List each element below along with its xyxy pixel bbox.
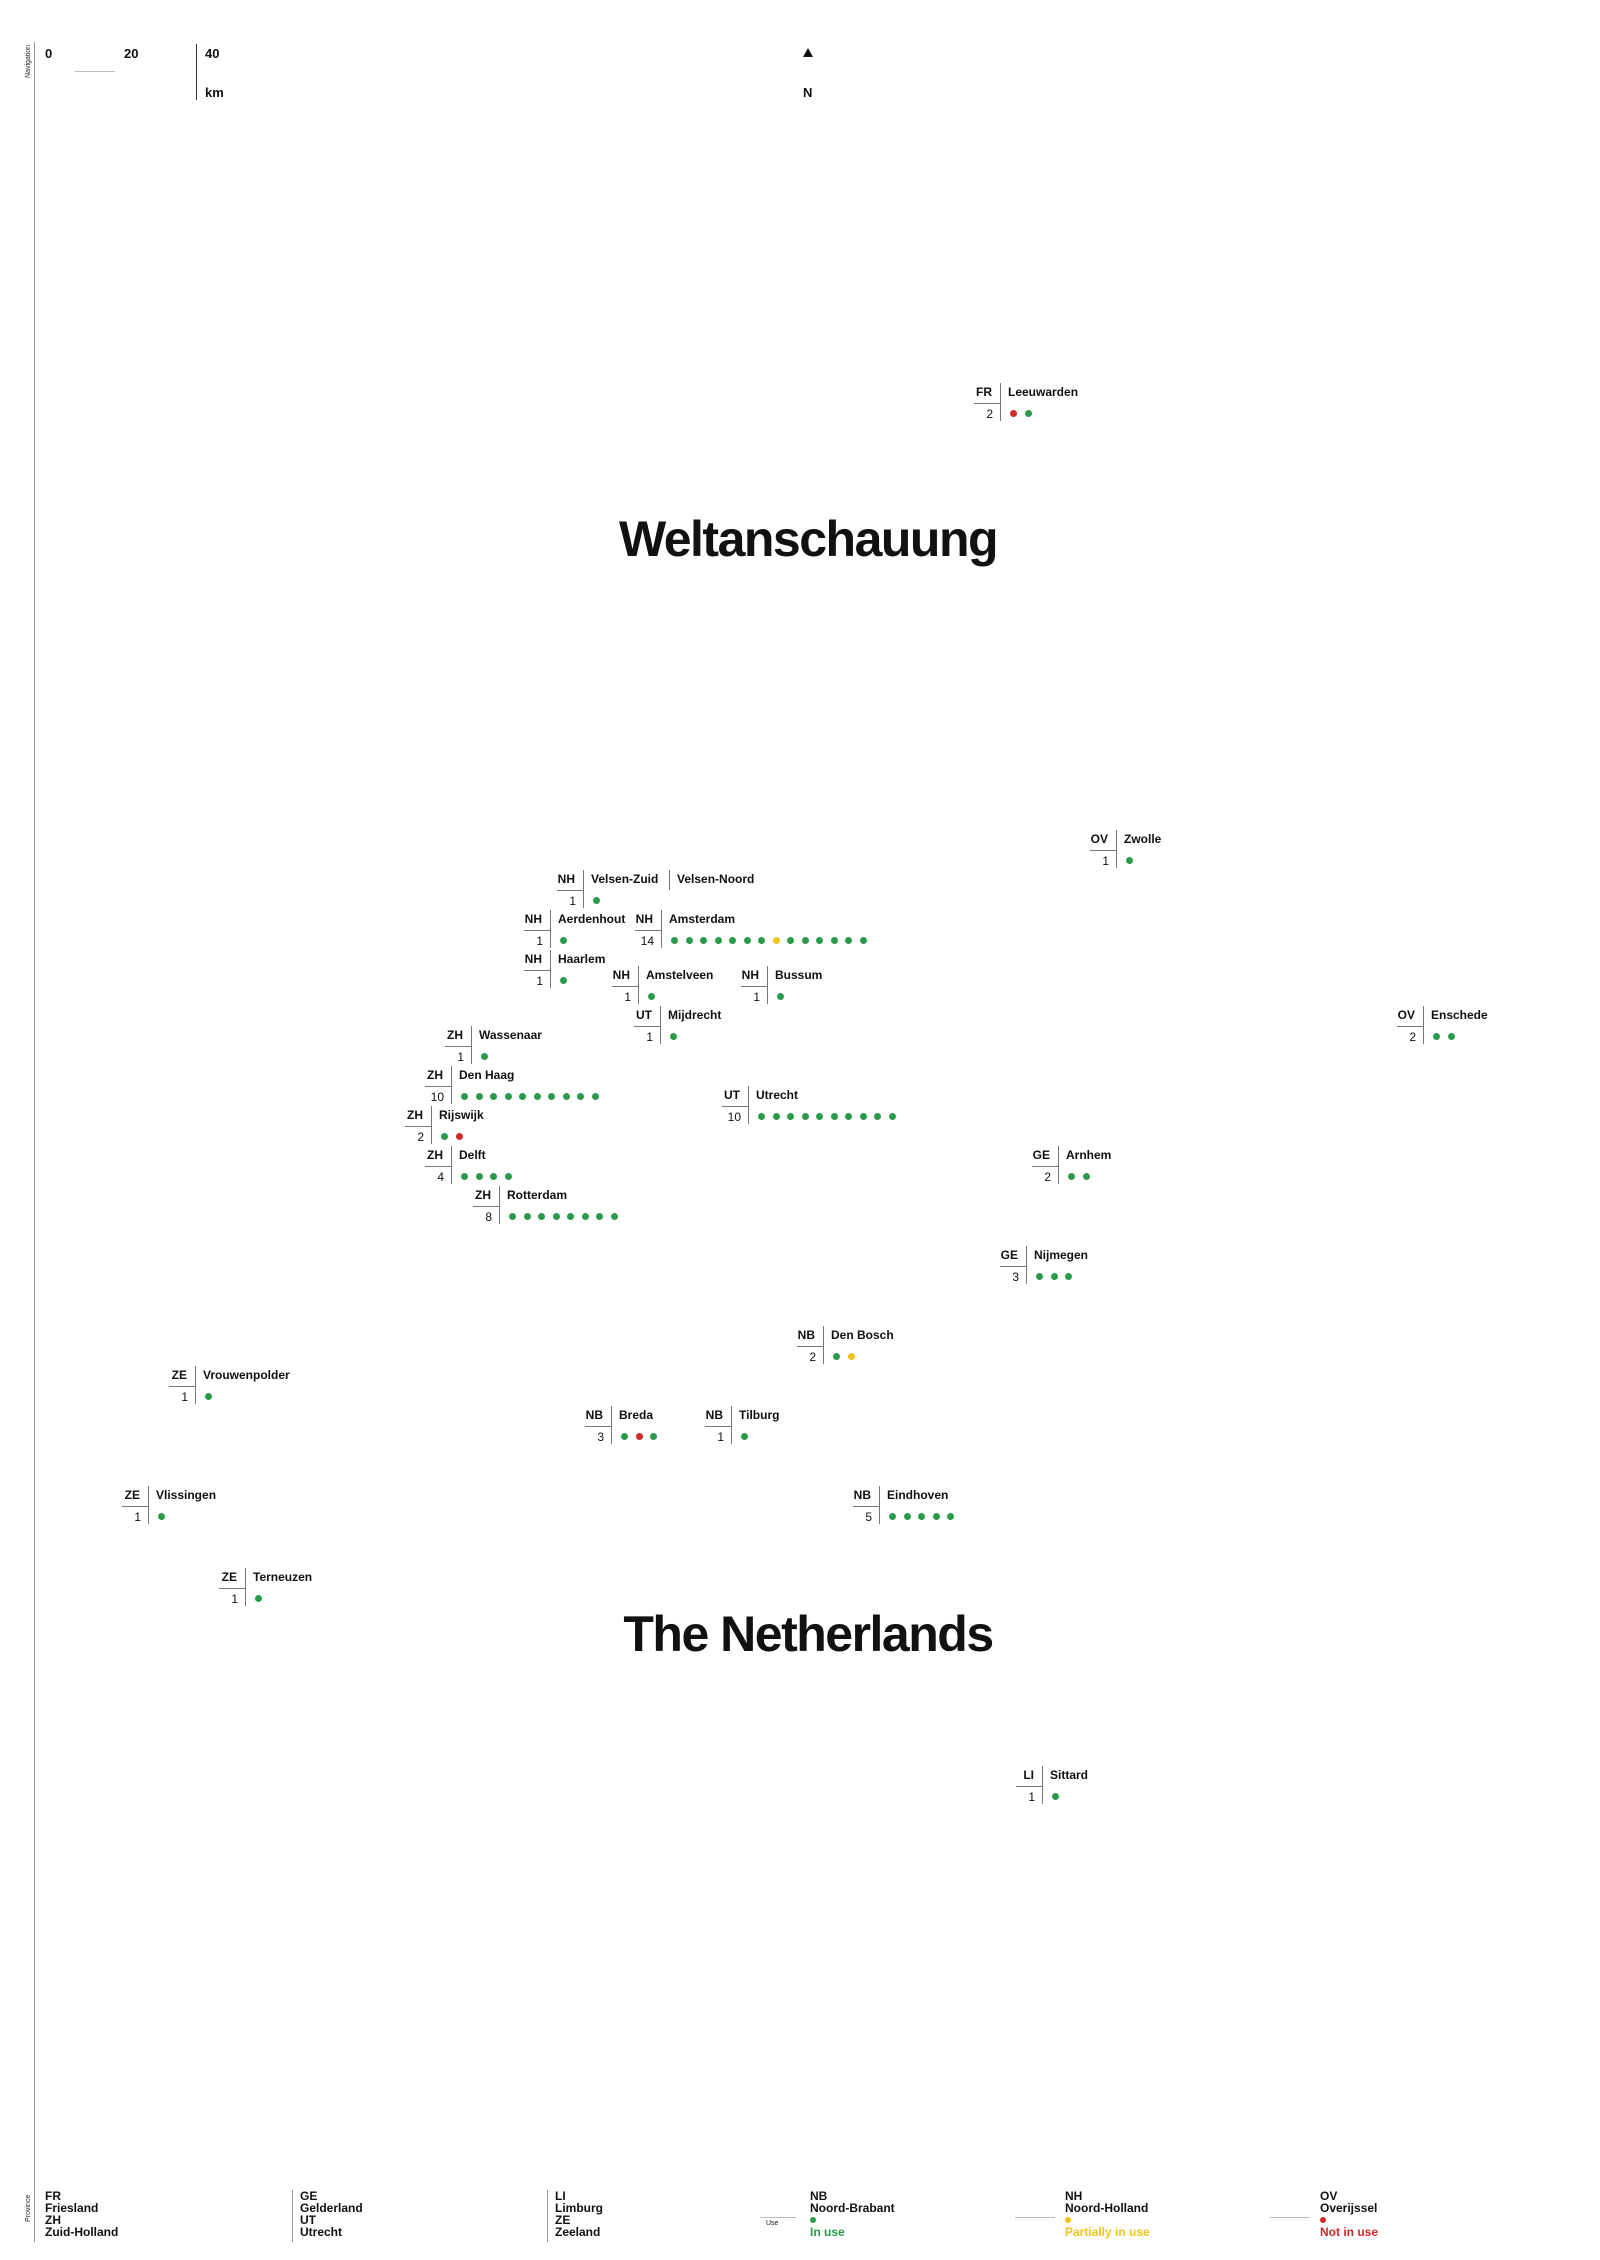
legend-province-code: GE	[300, 2189, 318, 2203]
location-count: 3	[1012, 1270, 1019, 1284]
marker-underline	[219, 1588, 245, 1589]
marker-underline	[1032, 1166, 1058, 1167]
province-code: NH	[524, 912, 542, 926]
location-count: 1	[1102, 854, 1109, 868]
province-code: UT	[724, 1088, 740, 1102]
province-code: NB	[705, 1408, 723, 1422]
status-dots	[1010, 410, 1032, 417]
in-use-dot-icon	[505, 1093, 512, 1100]
partial-dot-icon	[773, 937, 780, 944]
city-name: Breda	[619, 1408, 654, 1422]
legend-province-name: Gelderland	[300, 2201, 363, 2215]
location-count: 1	[536, 934, 543, 948]
province-code: GE	[1032, 1148, 1050, 1162]
not-in-use-dot-icon	[1320, 2217, 1326, 2223]
status-dots	[205, 1393, 212, 1400]
city-name: Leeuwarden	[1008, 385, 1079, 399]
marker-underline	[1090, 850, 1116, 851]
legend-province-code: ZH	[45, 2213, 61, 2227]
in-use-dot-icon	[787, 1113, 794, 1120]
location-count: 4	[437, 1170, 444, 1184]
in-use-dot-icon	[758, 937, 765, 944]
location-count: 5	[865, 1510, 872, 1524]
marker-underline	[524, 970, 550, 971]
legend-province-code: UT	[300, 2213, 316, 2227]
city-name: Aerdenhout	[558, 912, 626, 926]
marker-underline	[974, 403, 1000, 404]
in-use-dot-icon	[476, 1173, 483, 1180]
marker-underline	[722, 1106, 748, 1107]
in-use-dot-icon	[621, 1433, 628, 1440]
city-name: Amsterdam	[669, 912, 736, 926]
in-use-dot-icon	[904, 1513, 911, 1520]
status-dots	[833, 1353, 855, 1360]
in-use-dot-icon	[548, 1093, 555, 1100]
in-use-dot-icon	[593, 897, 600, 904]
status-dots	[758, 1113, 896, 1120]
legend-province-code: ZE	[555, 2213, 571, 2227]
legend-col-5	[1065, 2190, 1150, 2238]
city-name: Eindhoven	[887, 1488, 949, 1502]
status-dots	[889, 1513, 954, 1520]
in-use-dot-icon	[860, 1113, 867, 1120]
location-count: 3	[597, 1430, 604, 1444]
status-dots	[1052, 1793, 1059, 1800]
north-arrow-icon	[803, 48, 813, 58]
province-code: OV	[1090, 832, 1108, 846]
in-use-dot-icon	[671, 937, 678, 944]
city-name: Terneuzen	[253, 1570, 313, 1584]
legend-col-4	[810, 2190, 895, 2238]
location-count: 1	[231, 1592, 238, 1606]
in-use-dot-icon	[1433, 1033, 1440, 1040]
province-code: ZH	[407, 1108, 423, 1122]
marker-underline	[634, 1026, 660, 1027]
in-use-dot-icon	[553, 1213, 560, 1220]
province-code: ZH	[427, 1148, 443, 1162]
province-code: ZH	[447, 1028, 463, 1042]
in-use-dot-icon	[158, 1513, 165, 1520]
legend-not-in-use: Not in use	[1320, 2225, 1379, 2239]
city-name: Delft	[459, 1148, 486, 1162]
in-use-dot-icon	[686, 937, 693, 944]
location-count: 1	[717, 1430, 724, 1444]
location-count: 1	[569, 894, 576, 908]
title-top: Weltanschauung	[618, 511, 998, 567]
province-code: NH	[524, 952, 542, 966]
city-name: Mijdrecht	[668, 1008, 722, 1022]
marker-underline	[1000, 1266, 1026, 1267]
in-use-dot-icon	[1025, 410, 1032, 417]
location-count: 1	[1028, 1790, 1035, 1804]
legend-use-line	[760, 2217, 796, 2218]
in-use-dot-icon	[1052, 1793, 1059, 1800]
marker-underline	[405, 1126, 431, 1127]
province-code: NB	[797, 1328, 815, 1342]
in-use-dot-icon	[831, 937, 838, 944]
status-dots	[158, 1513, 165, 1520]
in-use-dot-icon	[874, 1113, 881, 1120]
location-count: 1	[536, 974, 543, 988]
marker-underline	[741, 986, 767, 987]
province-code: ZH	[427, 1068, 443, 1082]
in-use-dot-icon	[845, 1113, 852, 1120]
province-code: UT	[636, 1008, 652, 1022]
in-use-dot-icon	[744, 937, 751, 944]
in-use-dot-icon	[509, 1213, 516, 1220]
marker-underline	[445, 1046, 471, 1047]
in-use-dot-icon	[205, 1393, 212, 1400]
in-use-dot-icon	[787, 937, 794, 944]
marker-underline	[473, 1206, 499, 1207]
marker-underline	[169, 1386, 195, 1387]
status-dots	[560, 937, 567, 944]
location-count: 1	[181, 1390, 188, 1404]
in-use-dot-icon	[577, 1093, 584, 1100]
legend-col-3	[555, 2190, 603, 2238]
in-use-dot-icon	[567, 1213, 574, 1220]
not-in-use-dot-icon	[636, 1433, 643, 1440]
in-use-dot-icon	[1051, 1273, 1058, 1280]
in-use-dot-icon	[255, 1595, 262, 1602]
in-use-dot-icon	[592, 1093, 599, 1100]
in-use-dot-icon	[758, 1113, 765, 1120]
province-code: ZE	[221, 1570, 237, 1584]
legend-partial: Partially in use	[1065, 2225, 1150, 2239]
status-dots	[1068, 1173, 1090, 1180]
city-name: Wassenaar	[479, 1028, 542, 1042]
status-dots	[255, 1595, 262, 1602]
in-use-dot-icon	[1068, 1173, 1075, 1180]
location-count: 2	[417, 1130, 424, 1144]
in-use-dot-icon	[802, 1113, 809, 1120]
marker-underline	[425, 1166, 451, 1167]
in-use-dot-icon	[810, 2217, 816, 2223]
status-dots	[670, 1033, 677, 1040]
in-use-dot-icon	[441, 1133, 448, 1140]
legend-province-name: Noord-Brabant	[810, 2201, 895, 2215]
status-dots	[441, 1133, 463, 1140]
legend-province-name: Zeeland	[555, 2225, 601, 2239]
province-code: LI	[1023, 1768, 1034, 1782]
marker-divider	[669, 870, 670, 890]
legend-province-code: FR	[45, 2189, 61, 2203]
in-use-dot-icon	[777, 993, 784, 1000]
marker-underline	[585, 1426, 611, 1427]
in-use-dot-icon	[560, 977, 567, 984]
province-code: NB	[585, 1408, 603, 1422]
status-dots	[1126, 857, 1133, 864]
marker-underline	[557, 890, 583, 891]
city-name: Zwolle	[1124, 832, 1162, 846]
status-dots	[777, 993, 784, 1000]
marker-underline	[635, 930, 661, 931]
in-use-dot-icon	[1036, 1273, 1043, 1280]
location-count: 10	[727, 1110, 741, 1124]
city-name: Utrecht	[756, 1088, 799, 1102]
city-name: Enschede	[1431, 1008, 1488, 1022]
in-use-dot-icon	[563, 1093, 570, 1100]
location-count: 2	[1044, 1170, 1051, 1184]
location-count: 1	[624, 990, 631, 1004]
in-use-dot-icon	[831, 1113, 838, 1120]
legend-province-name: Overijssel	[1320, 2201, 1378, 2215]
in-use-dot-icon	[648, 993, 655, 1000]
marker-underline	[1397, 1026, 1423, 1027]
in-use-dot-icon	[582, 1213, 589, 1220]
scale-tick-0: 0	[45, 46, 53, 61]
city-name: Rotterdam	[507, 1188, 568, 1202]
legend-province-code: LI	[555, 2189, 566, 2203]
left-rule	[34, 42, 35, 2242]
province-label: Province	[25, 2194, 32, 2222]
in-use-dot-icon	[845, 937, 852, 944]
location-count: 14	[640, 934, 654, 948]
legend-divider	[547, 2190, 548, 2242]
in-use-dot-icon	[889, 1513, 896, 1520]
legend-col-6	[1320, 2190, 1378, 2238]
in-use-dot-icon	[729, 937, 736, 944]
marker-underline	[612, 986, 638, 987]
legend-divider	[292, 2190, 293, 2242]
legend-province-code: OV	[1320, 2189, 1338, 2203]
province-code: ZE	[124, 1488, 140, 1502]
title-bottom: The Netherlands	[623, 1606, 993, 1662]
legend-province-name: Utrecht	[300, 2225, 343, 2239]
scale-divider	[196, 44, 197, 100]
in-use-dot-icon	[476, 1093, 483, 1100]
partial-dot-icon	[1065, 2217, 1071, 2223]
location-count: 2	[809, 1350, 816, 1364]
in-use-dot-icon	[524, 1213, 531, 1220]
in-use-dot-icon	[1065, 1273, 1072, 1280]
status-dots	[481, 1053, 488, 1060]
in-use-dot-icon	[596, 1213, 603, 1220]
legend-province-name: Limburg	[555, 2201, 603, 2215]
marker-underline	[705, 1426, 731, 1427]
in-use-dot-icon	[860, 937, 867, 944]
province-code: ZH	[475, 1188, 491, 1202]
legend-col-2	[300, 2190, 363, 2238]
marker-underline	[1016, 1786, 1042, 1787]
marker-underline	[524, 930, 550, 931]
province-code: GE	[1000, 1248, 1018, 1262]
status-dots	[648, 993, 655, 1000]
status-dots	[621, 1433, 657, 1440]
in-use-dot-icon	[560, 937, 567, 944]
location-count: 8	[485, 1210, 492, 1224]
city-name: Tilburg	[739, 1408, 780, 1422]
city-name: Arnhem	[1066, 1148, 1112, 1162]
status-dots	[741, 1433, 748, 1440]
city-name: Sittard	[1050, 1768, 1089, 1782]
in-use-dot-icon	[1448, 1033, 1455, 1040]
province-code: NH	[557, 872, 575, 886]
in-use-dot-icon	[773, 1113, 780, 1120]
legend-province-code: NH	[1065, 2189, 1083, 2203]
marker-underline	[853, 1506, 879, 1507]
province-code: NH	[612, 968, 630, 982]
province-code: FR	[976, 385, 992, 399]
in-use-dot-icon	[505, 1173, 512, 1180]
in-use-dot-icon	[889, 1113, 896, 1120]
in-use-dot-icon	[461, 1093, 468, 1100]
city-name: Vrouwenpolder	[203, 1368, 290, 1382]
status-dots	[461, 1173, 512, 1180]
city-name: Rijswijk	[439, 1108, 484, 1122]
in-use-dot-icon	[534, 1093, 541, 1100]
status-dots	[671, 937, 867, 944]
city-name: Haarlem	[558, 952, 606, 966]
province-code: ZE	[171, 1368, 187, 1382]
city-name: Den Haag	[459, 1068, 515, 1082]
in-use-dot-icon	[715, 937, 722, 944]
legend-province-name: Noord-Holland	[1065, 2201, 1149, 2215]
city-name: Velsen-Zuid	[591, 872, 659, 886]
legend-province-code: NB	[810, 2189, 828, 2203]
location-count: 2	[1409, 1030, 1416, 1044]
partial-dot-icon	[848, 1353, 855, 1360]
province-code: NB	[853, 1488, 871, 1502]
in-use-dot-icon	[947, 1513, 954, 1520]
location-count: 10	[430, 1090, 444, 1104]
province-code: NH	[741, 968, 759, 982]
in-use-dot-icon	[481, 1053, 488, 1060]
location-count: 1	[753, 990, 760, 1004]
status-dots	[593, 897, 600, 904]
status-dots	[461, 1093, 599, 1100]
in-use-dot-icon	[816, 937, 823, 944]
scale-segment	[75, 71, 115, 72]
marker-underline	[797, 1346, 823, 1347]
in-use-dot-icon	[741, 1433, 748, 1440]
legend-use-line	[1015, 2217, 1055, 2218]
in-use-dot-icon	[490, 1173, 497, 1180]
status-dots	[1433, 1033, 1455, 1040]
scale-unit: km	[205, 85, 224, 100]
province-code: OV	[1397, 1008, 1415, 1022]
in-use-dot-icon	[918, 1513, 925, 1520]
city-name: Nijmegen	[1034, 1248, 1089, 1262]
location-count: 1	[457, 1050, 464, 1064]
in-use-dot-icon	[670, 1033, 677, 1040]
not-in-use-dot-icon	[456, 1133, 463, 1140]
in-use-dot-icon	[538, 1213, 545, 1220]
legend-use-line	[1270, 2217, 1310, 2218]
city-name: Den Bosch	[831, 1328, 894, 1342]
in-use-dot-icon	[461, 1173, 468, 1180]
status-dots	[560, 977, 567, 984]
scale-tick-40: 40	[205, 46, 220, 61]
in-use-dot-icon	[833, 1353, 840, 1360]
in-use-dot-icon	[519, 1093, 526, 1100]
city-name: Amstelveen	[646, 968, 714, 982]
use-label: Use	[766, 2220, 779, 2227]
north-label: N	[803, 85, 813, 100]
location-count: 1	[646, 1030, 653, 1044]
in-use-dot-icon	[933, 1513, 940, 1520]
legend-province-name: Friesland	[45, 2201, 99, 2215]
in-use-dot-icon	[650, 1433, 657, 1440]
in-use-dot-icon	[1083, 1173, 1090, 1180]
location-count: 1	[134, 1510, 141, 1524]
scale-tick-20: 20	[124, 46, 139, 61]
province-code: NH	[635, 912, 653, 926]
status-dots	[1036, 1273, 1072, 1280]
in-use-dot-icon	[490, 1093, 497, 1100]
city-name: Vlissingen	[156, 1488, 217, 1502]
city-name: Bussum	[775, 968, 823, 982]
in-use-dot-icon	[611, 1213, 618, 1220]
not-in-use-dot-icon	[1010, 410, 1017, 417]
legend-col-1	[45, 2190, 118, 2238]
in-use-dot-icon	[1126, 857, 1133, 864]
navigation-label: Navigation	[25, 44, 32, 78]
location-count: 2	[986, 407, 993, 421]
city-name-secondary: Velsen-Noord	[677, 872, 755, 886]
status-dots	[509, 1213, 618, 1220]
legend-in-use: In use	[810, 2225, 845, 2239]
legend-province-name: Zuid-Holland	[45, 2225, 119, 2239]
in-use-dot-icon	[700, 937, 707, 944]
in-use-dot-icon	[802, 937, 809, 944]
in-use-dot-icon	[816, 1113, 823, 1120]
marker-underline	[425, 1086, 451, 1087]
marker-underline	[122, 1506, 148, 1507]
